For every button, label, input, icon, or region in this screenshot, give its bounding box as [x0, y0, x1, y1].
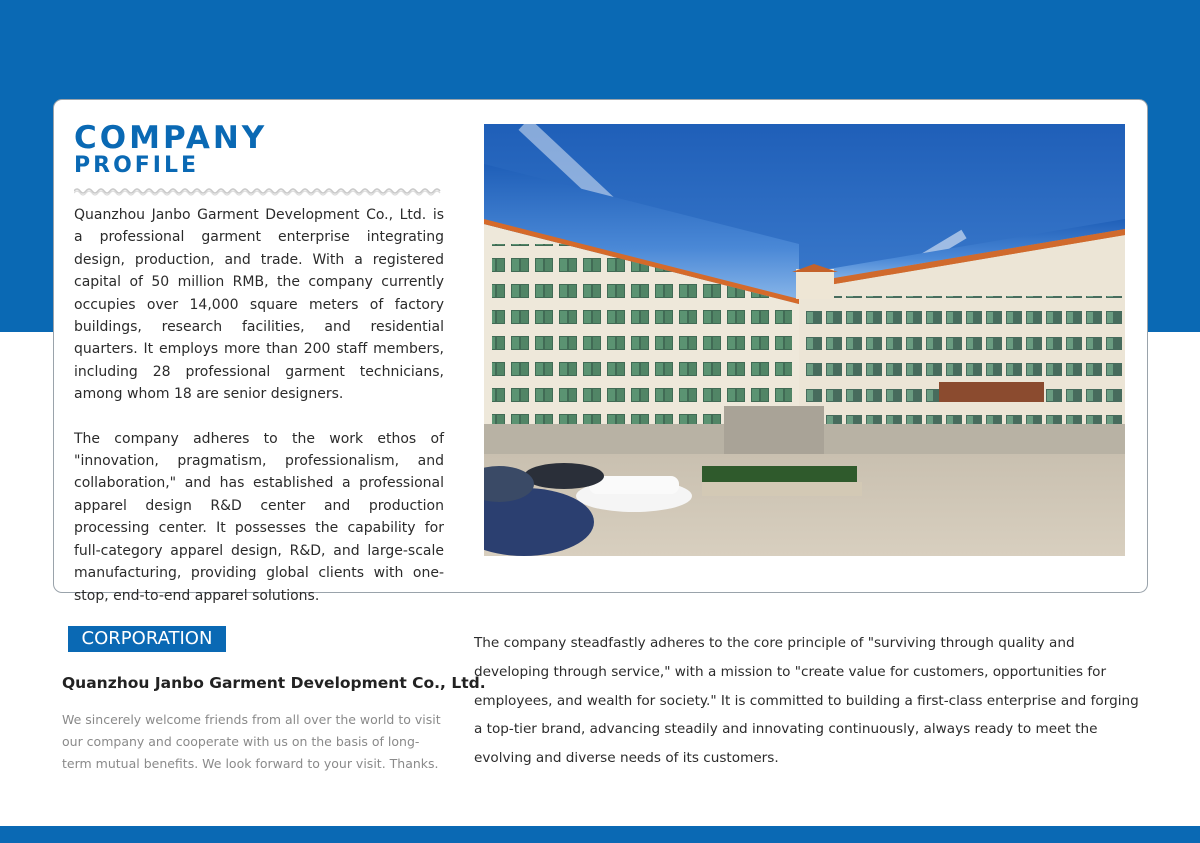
welcome-text: We sincerely welcome friends from all over the world to visit our company and cooperate with us on the basis of long-term mutual benefits. We look forward to your visit. Thanks.: [62, 712, 441, 771]
factory-photo: [484, 124, 1125, 556]
bottom-blue-band: [0, 826, 1200, 843]
profile-paragraph-1: Quanzhou Janbo Garment Development Co., Ltd. is a professional garment enterprise integrating design, production, and trade. With a registered capital of 50 million RMB, the company currently occupies over 14,000 square meters of factory buildings, research facilities, and residential quarters. It employs more than 200 staff members, including 28 professional garment technicians, among whom 18 are senior designers.: [74, 207, 444, 403]
profile-paragraph-2: The company adheres to the work ethos of "innovation, pragmatism, professionalism, and collaboration," and has established a professional apparel design R&D center and production processing center. It possesses the capability for full-category apparel design, R&D, and large-scale manufacturing, providing global clients with one-stop, end-to-end apparel solutions.: [74, 430, 444, 604]
mission-text: The company steadfastly adheres to the core principle of "surviving through quality and developing through service," with a mission to "create value for customers, opportunities for employees, and wealth for society." It is committed to building a first-class enterprise and forging a top-tier brand, advancing steadily and innovating continuously, always ready to meet the evolving and diverse needs of its customers.: [474, 635, 1139, 767]
page-title: COMPANY: [74, 120, 268, 156]
company-name: Quanzhou Janbo Garment Development Co., Ltd.: [62, 674, 486, 692]
wave-divider: [74, 186, 441, 196]
corporation-badge: CORPORATION: [68, 626, 226, 652]
profile-text: [74, 204, 444, 607]
page-subtitle: PROFILE: [74, 153, 200, 178]
